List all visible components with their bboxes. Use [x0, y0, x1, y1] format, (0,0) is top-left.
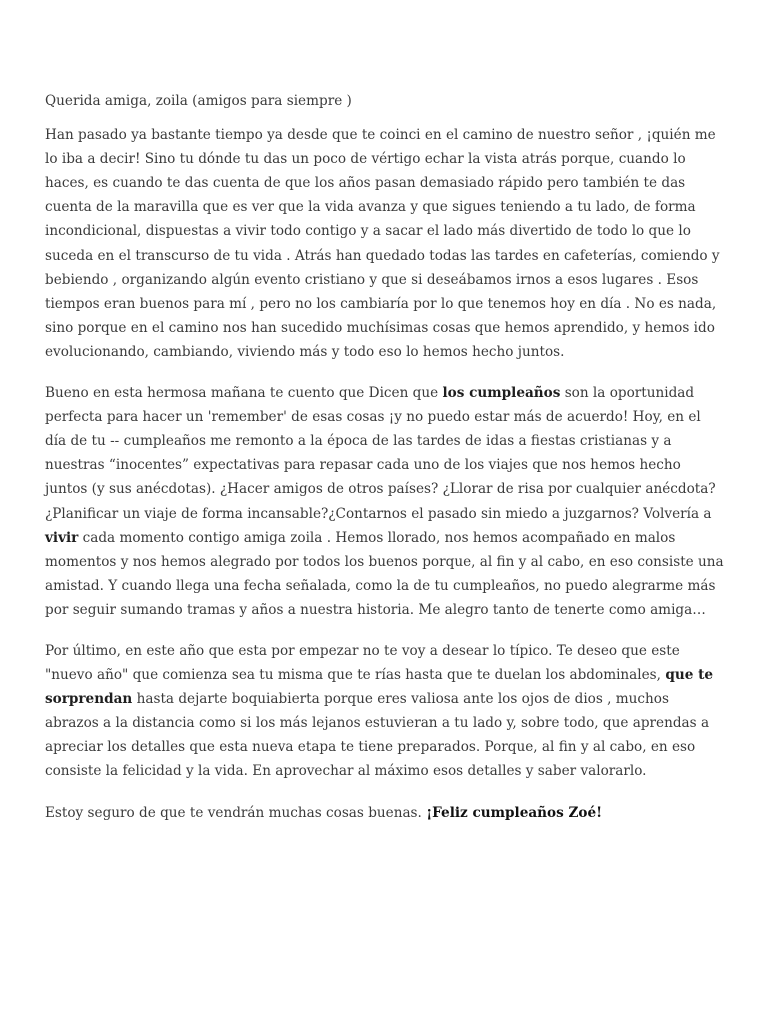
closing-line — [45, 801, 725, 825]
paragraph-2-text-c: son la oportunidad perfecta para hacer un 'remember' de esas cosas ¡y no puedo estar más de acuerdo! Hoy, en el día de tu -- cumpleaños me remonto a la época de las tardes de idas a fiestas cristianas y a nuestras “inocentes” expectativas para repasar cada uno de los viajes que nos hemos hecho juntos (y sus anécdotas). ¿Hacer amigos de otros países? ¿Llorar de risa por cualquier anécdota? ¿Planificar un viaje de forma incansable?¿Contarnos el pasado sin miedo a juzgarnos? Volvería a — [45, 385, 716, 522]
paragraph-1: Han pasado ya bastante tiempo ya desde que te coinci en el camino de nuestro señor , ¡quién me lo iba a decir! Sino tu dónde tu das un poco de vértigo echar la vista atrás porque, cuando lo haces, es cuando te das cuenta de que los años pasan demasiado rápido pero también te das cuenta de la maravilla que es ver que la vida avanza y que sigues teniendo a tu lado, de forma incondicional, dispuestas a vivir todo contigo y a sacar el lado más divertido de todo lo que lo suceda en el transcurso de tu vida . Atrás han quedado todas las tardes en cafeterías, comiendo y bebiendo , organizando algún evento cristiano y que si deseábamos irnos a esos lugares . Esos tiempos eran buenos para mí , pero no los cambiaría por lo que tenemos hoy en día . No es nada, sino porque en el camino nos han sucedido muchísimas cosas que hemos aprendido, y hemos ido evolucionando, cambiando, viviendo más y todo eso lo hemos hecho juntos. — [45, 127, 720, 360]
paragraph-2-text-a: Bueno en esta hermosa mañana te cuento que Dicen que — [45, 385, 443, 402]
paragraph-3-text-c: hasta dejarte boquiabierta porque eres valiosa ante los ojos de dios , muchos abrazos a la distancia como si los más lejanos estuvieran a tu lado y, sobre todo, que aprendas a apreciar los detalles que esta nueva etapa te tiene preparados. Porque, al fin y al cabo, en eso consiste la felicidad y la vida. En aprovechar al máximo esos detalles y saber valorarlo. — [45, 691, 710, 780]
paragraph-2 — [45, 381, 725, 622]
emphasis-vivir: vivir — [45, 529, 79, 546]
paragraph-3 — [45, 639, 725, 784]
letter-body — [45, 89, 725, 842]
closing-text: Estoy seguro de que te vendrán muchas cosas buenas. — [45, 804, 427, 821]
paragraph-3-text-a: Por último, en este año que esta por empezar no te voy a desear lo típico. Te deseo que este "nuevo año" que comienza sea tu misma que te rías hasta que te duelan los abdominales, — [45, 642, 680, 684]
letter-greeting: Querida amiga, zoila (amigos para siempre ) — [45, 93, 352, 109]
emphasis-sorprendan: que te sorprendan — [45, 667, 714, 708]
birthday-wish: ¡Feliz cumpleaños Zoé! — [426, 804, 603, 821]
paragraph-2-text-e: cada momento contigo amiga zoila . Hemos llorado, nos hemos acompañado en malos momentos y nos hemos alegrado por todos los buenos porque, al fin y al cabo, en eso consiste una amistad. Y cuando llega una fecha señalada, como la de tu cumpleaños, no puedo alegrarme más por seguir sumando tramas y años a nuestra historia. Me alegro tanto de tenerte como amiga… — [45, 529, 724, 618]
emphasis-cumpleanos: los cumpleaños — [442, 385, 561, 402]
